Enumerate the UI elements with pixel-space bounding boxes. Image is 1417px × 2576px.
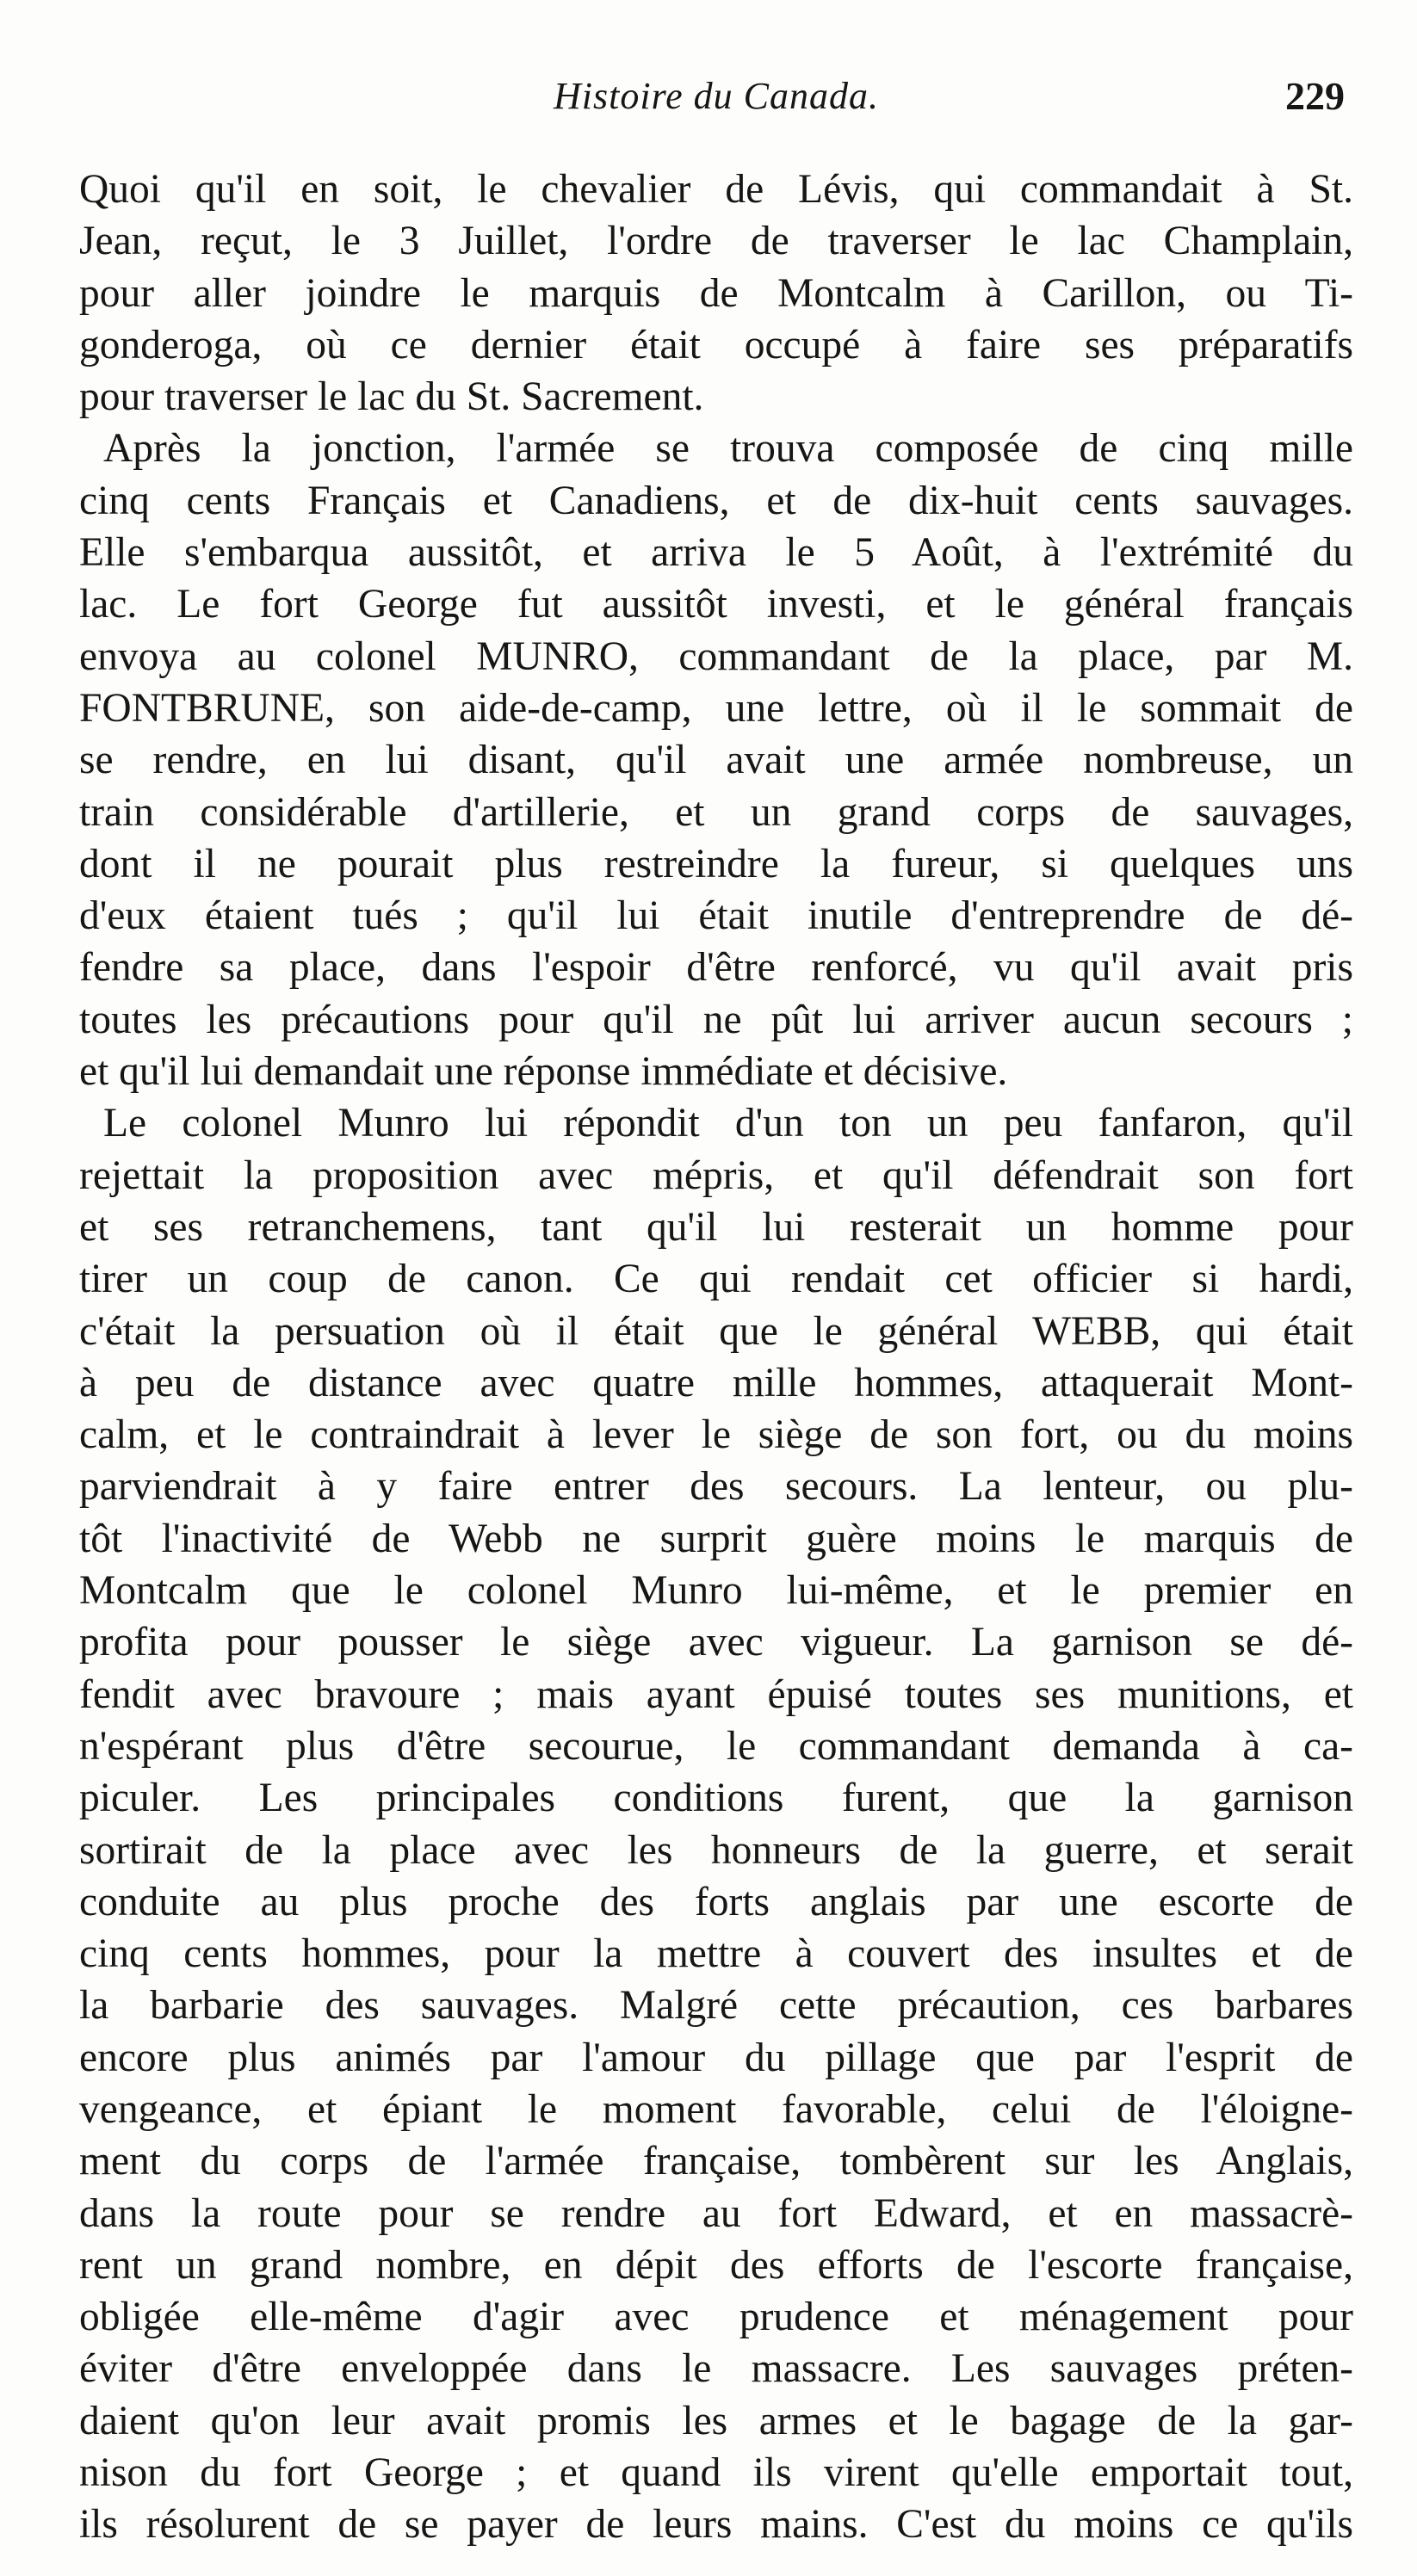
text-line: piculer. Les principales conditions furent, que la garnison: [79, 1776, 1353, 1821]
text-line: calm, et le contraindrait à lever le siège de son fort, ou du moins: [79, 1412, 1353, 1458]
text-line: éviter d'être enveloppée dans le massacre. Les sauvages préten-: [79, 2346, 1353, 2392]
text-line: ment du corps de l'armée française, tombèrent sur les Anglais,: [79, 2139, 1353, 2184]
text-line: Après la jonction, l'armée se trouva composée de cinq mille: [103, 426, 1353, 472]
text-line: conduite au plus proche des forts anglais par une escorte de: [79, 1879, 1353, 1924]
text-line: sortirait de la place avec les honneurs de la guerre, et serait: [79, 1827, 1353, 1873]
text-line: cinq cents Français et Canadiens, et de dix-huit cents sauvages.: [79, 478, 1353, 523]
text-line: ils résolurent de se payer de leurs mains. C'est du moins ce qu'ils: [79, 2502, 1353, 2548]
text-line: gonderoga, où ce dernier était occupé à faire ses préparatifs: [79, 322, 1353, 368]
text-line: Le colonel Munro lui répondit d'un ton un peu fanfaron, qu'il: [103, 1101, 1353, 1146]
text-line: Jean, reçut, le 3 Juillet, l'ordre de traverser le lac Champlain,: [79, 219, 1353, 264]
text-line: rent un grand nombre, en dépit des efforts de l'escorte française,: [79, 2242, 1353, 2288]
text-line: la barbarie des sauvages. Malgré cette précaution, ces barbares: [79, 1983, 1353, 2029]
text-line: fendit avec bravoure ; mais ayant épuisé toutes ses munitions, et: [79, 1671, 1353, 1717]
text-line: obligée elle-même d'agir avec prudence et ménagement pour: [79, 2295, 1353, 2340]
text-line: d'eux étaient tués ; qu'il lui était inutile d'entreprendre de dé-: [79, 893, 1353, 939]
text-line: Montcalm que le colonel Munro lui-même, et le premier en: [79, 1568, 1353, 1614]
text-line: se rendre, en lui disant, qu'il avait une armée nombreuse, un: [79, 738, 1353, 783]
text-line: parviendrait à y faire entrer des secours. La lenteur, ou plu-: [79, 1464, 1353, 1510]
body-text: [79, 164, 1353, 2551]
text-line: Quoi qu'il en soit, le chevalier de Lévis, qui commandait à St.: [79, 167, 1353, 212]
text-line: rejettait la proposition avec mépris, et qu'il défendrait son fort: [79, 1152, 1353, 1198]
text-line: c'était la persuation où il était que le général WEBB, qui était: [79, 1308, 1353, 1354]
running-title: Histoire du Canada.: [554, 75, 879, 117]
text-line: Elle s'embarqua aussitôt, et arriva le 5 Août, à l'extrémité du: [79, 530, 1353, 576]
text-line: cinq cents hommes, pour la mettre à couvert des insultes et de: [79, 1931, 1353, 1977]
text-line: dans la route pour se rendre au fort Edward, et en massacrè-: [79, 2190, 1353, 2236]
text-line: tôt l'inactivité de Webb ne surprit guère moins le marquis de: [79, 1516, 1353, 1561]
text-line: envoya au colonel MUNRO, commandant de la place, par M.: [79, 633, 1353, 679]
text-line: toutes les précautions pour qu'il ne pût lui arriver aucun secours ;: [79, 997, 1353, 1042]
text-line: pour aller joindre le marquis de Montcalm à Carillon, ou Ti-: [79, 270, 1353, 316]
text-line: dont il ne pourait plus restreindre la fureur, si quelques uns: [79, 841, 1353, 886]
text-line: et ses retranchemens, tant qu'il lui resterait un homme pour: [79, 1204, 1353, 1250]
text-line: lac. Le fort George fut aussitôt investi, et le général français: [79, 582, 1353, 627]
text-line: et qu'il lui demandait une réponse immédiate et décisive.: [79, 1049, 1008, 1095]
text-line: daient qu'on leur avait promis les armes et le bagage de la gar-: [79, 2398, 1353, 2443]
text-line: FONTBRUNE, son aide-de-camp, une lettre, où il le sommait de: [79, 685, 1353, 731]
text-line: fendre sa place, dans l'espoir d'être renforcé, vu qu'il avait pris: [79, 945, 1353, 991]
text-line: encore plus animés par l'amour du pillage que par l'esprit de: [79, 2035, 1353, 2080]
running-head: [79, 71, 1353, 131]
text-line: nison du fort George ; et quand ils virent qu'elle emportait tout,: [79, 2450, 1353, 2496]
text-line: à peu de distance avec quatre mille hommes, attaquerait Mont-: [79, 1360, 1353, 1405]
text-line: profita pour pousser le siège avec vigueur. La garnison se dé-: [79, 1620, 1353, 1665]
text-line: tirer un coup de canon. Ce qui rendait cet officier si hardi,: [79, 1257, 1353, 1302]
text-line: vengeance, et épiant le moment favorable, celui de l'éloigne-: [79, 2086, 1353, 2132]
page-number: 229: [1285, 74, 1345, 118]
text-line: train considérable d'artillerie, et un grand corps de sauvages,: [79, 789, 1353, 835]
text-line: n'espérant plus d'être secourue, le commandant demanda à ca-: [79, 1723, 1353, 1769]
text-line: pour traverser le lac du St. Sacrement.: [79, 374, 704, 420]
